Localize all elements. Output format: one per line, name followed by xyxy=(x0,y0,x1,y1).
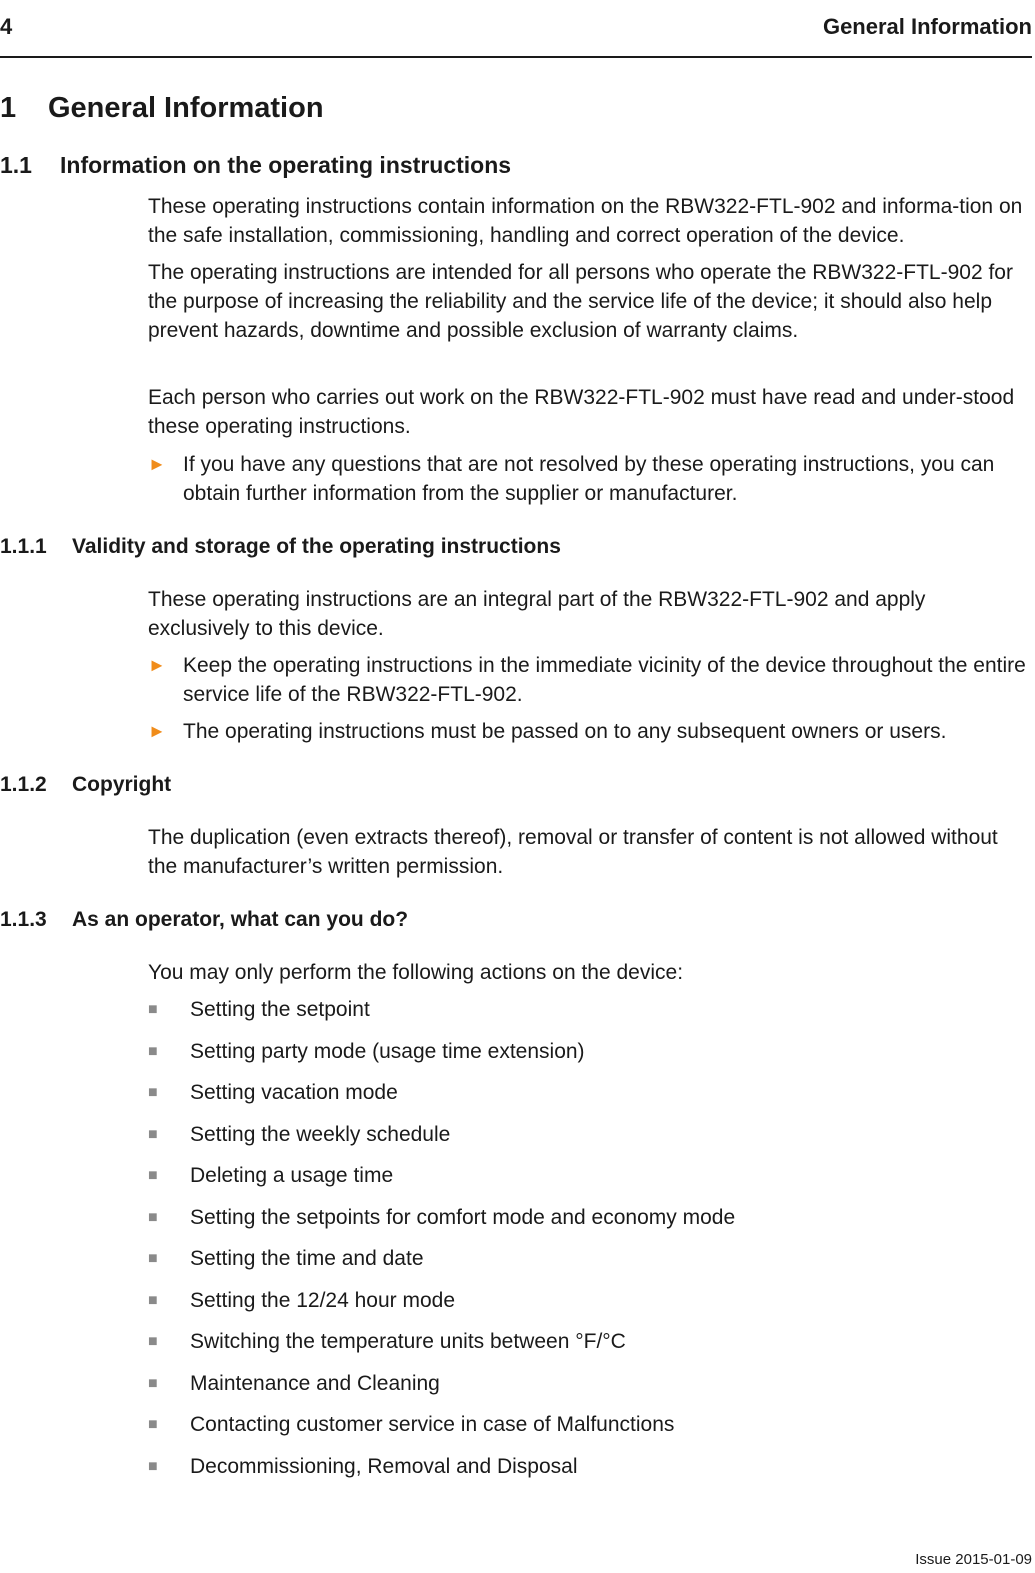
subsection-title: Validity and storage of the operating instructions xyxy=(72,535,561,558)
list-item xyxy=(148,1410,1032,1439)
square-bullet-icon: ■ xyxy=(148,1126,158,1143)
square-bullet-icon: ■ xyxy=(148,1250,158,1267)
paragraph: Each person who carries out work on the RBW322-FTL-902 must have read and under-stood these operating instructions. xyxy=(148,386,1015,438)
instruction-text: If you have any questions that are not resolved by these operating instructions, you can obtain further information from the supplier or manufacturer. xyxy=(183,453,995,505)
subsection-heading-1-1-2 xyxy=(0,771,171,799)
arrow-right-icon: ► xyxy=(148,655,166,675)
list-item xyxy=(148,1452,1032,1481)
square-bullet-icon: ■ xyxy=(148,1416,158,1433)
list-item-text: Switching the temperature units between °F/°C xyxy=(190,1330,626,1353)
square-bullet-icon: ■ xyxy=(148,1167,158,1184)
paragraph: These operating instructions contain information on the RBW322-FTL-902 and informa-tion on the safe installation, commissioning, handling and correct operation of the device. xyxy=(148,195,1023,247)
square-bullet-icon: ■ xyxy=(148,1333,158,1350)
issue-date: Issue 2015-01-09 xyxy=(915,1551,1032,1568)
square-bullet-icon: ■ xyxy=(148,1458,158,1475)
paragraph: The operating instructions are intended for all persons who operate the RBW322-FTL-902 for the purpose of increasing the reliability and the service life of the device; it should also help prevent hazards, downtime and possible exclusion of warranty claims. xyxy=(148,261,1013,342)
list-intro: You may only perform the following actions on the device: xyxy=(148,961,684,984)
list-item xyxy=(148,1078,1032,1107)
chapter-heading xyxy=(0,90,324,126)
list-item xyxy=(148,1286,1032,1315)
instruction-item xyxy=(148,651,1032,709)
subsection-title: Copyright xyxy=(72,773,172,796)
subsection-heading-1-1-1 xyxy=(0,533,561,561)
paragraph: The duplication (even extracts thereof), removal or transfer of content is not allowed without the manufacturer’s written permission. xyxy=(148,826,998,878)
list-item-text: Setting the weekly schedule xyxy=(190,1123,451,1146)
square-bullet-icon: ■ xyxy=(148,1292,158,1309)
list-item-text: Setting the 12/24 hour mode xyxy=(190,1289,456,1312)
section-number: 1.1 xyxy=(0,152,32,178)
list-item-text: Contacting customer service in case of Malfunctions xyxy=(190,1413,675,1436)
instruction-text: The operating instructions must be passed on to any subsequent owners or users. xyxy=(183,720,947,743)
running-title: General Information xyxy=(822,14,1032,39)
list-item-text: Maintenance and Cleaning xyxy=(190,1372,440,1395)
list-item xyxy=(148,995,1032,1024)
list-item-text: Setting party mode (usage time extension) xyxy=(190,1040,585,1063)
list-item-text: Setting vacation mode xyxy=(190,1081,398,1104)
paragraph: These operating instructions are an integral part of the RBW322-FTL-902 and apply exclusively to this device. xyxy=(148,588,926,640)
section-heading-1-1 xyxy=(0,150,511,180)
square-bullet-icon: ■ xyxy=(148,1209,158,1226)
list-item xyxy=(148,1244,1032,1273)
square-bullet-icon: ■ xyxy=(148,1375,158,1392)
section-title: Information on the operating instructions xyxy=(60,152,512,178)
list-item-text: Deleting a usage time xyxy=(190,1164,394,1187)
running-header xyxy=(0,12,1032,42)
list-item xyxy=(148,1369,1032,1398)
arrow-right-icon: ► xyxy=(148,721,166,741)
square-bullet-icon: ■ xyxy=(148,1001,158,1018)
chapter-title: General Information xyxy=(48,92,324,124)
subsection-number: 1.1.1 xyxy=(0,535,47,558)
list-item xyxy=(148,1161,1032,1190)
list-item xyxy=(148,1203,1032,1232)
subsection-number: 1.1.3 xyxy=(0,908,47,931)
square-bullet-icon: ■ xyxy=(148,1043,158,1060)
list-item xyxy=(148,1327,1032,1356)
list-item-text: Setting the time and date xyxy=(190,1247,424,1270)
list-item-text: Setting the setpoint xyxy=(190,998,370,1021)
list-item-text: Setting the setpoints for comfort mode and economy mode xyxy=(190,1206,736,1229)
subsection-title: As an operator, what can you do? xyxy=(72,908,409,931)
list-item xyxy=(148,1037,1032,1066)
arrow-right-icon: ► xyxy=(148,454,166,474)
list-item xyxy=(148,1120,1032,1149)
square-bullet-icon: ■ xyxy=(148,1084,158,1101)
instruction-text: Keep the operating instructions in the immediate vicinity of the device throughout the entire service life of the RBW322-FTL-902. xyxy=(183,654,1026,706)
instruction-item xyxy=(148,717,1032,746)
instruction-item xyxy=(148,450,1032,508)
header-rule xyxy=(0,56,1032,58)
chapter-number: 1 xyxy=(0,92,17,124)
subsection-number: 1.1.2 xyxy=(0,773,47,796)
page-number: 4 xyxy=(0,14,13,39)
subsection-heading-1-1-3 xyxy=(0,906,408,934)
list-item-text: Decommissioning, Removal and Disposal xyxy=(190,1455,578,1478)
